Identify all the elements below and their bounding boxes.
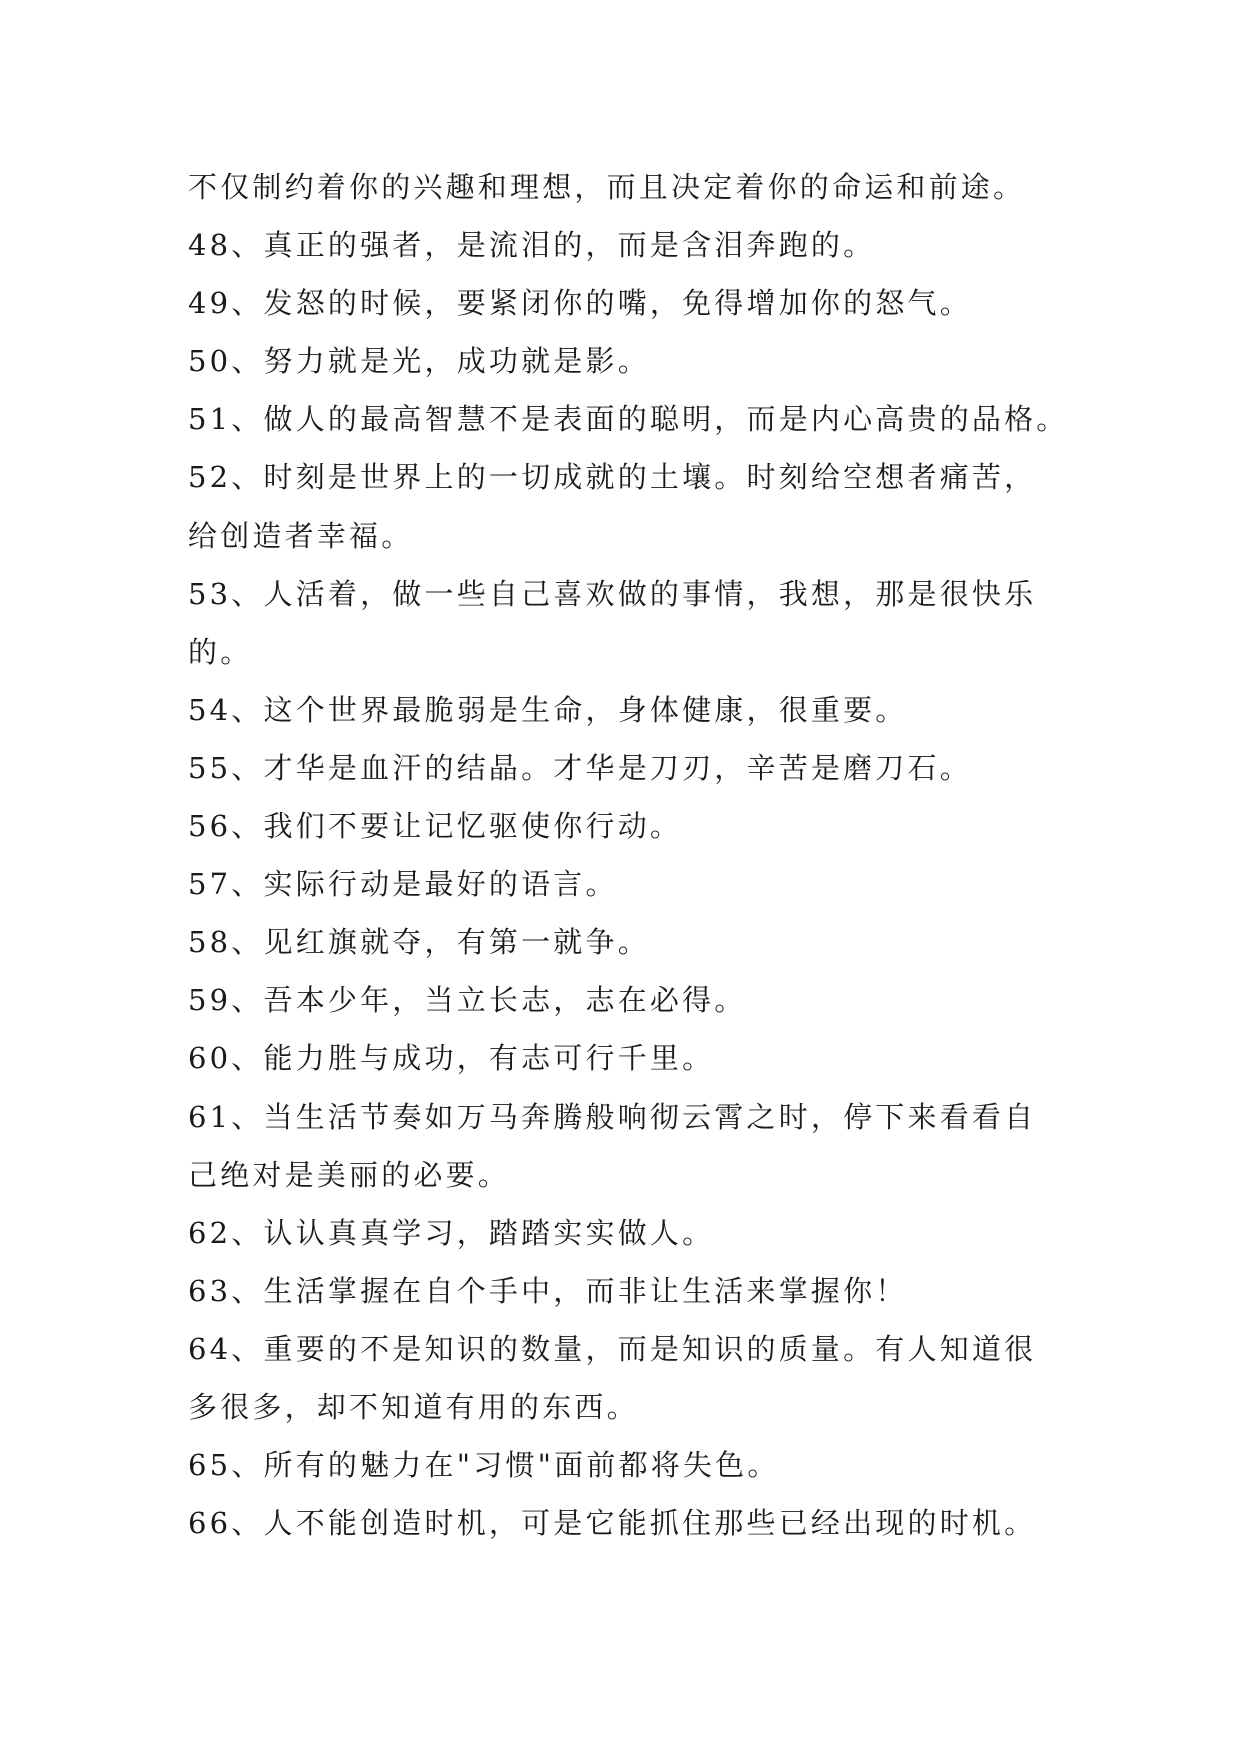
text-line: 64、重要的不是知识的数量，而是知识的质量。有人知道很 (188, 1331, 1037, 1366)
text-line: 57、实际行动是最好的语言。 (188, 867, 618, 902)
text-line: 59、吾本少年，当立长志，志在必得。 (188, 983, 747, 1018)
text-line: 的。 (188, 634, 253, 669)
text-line: 49、发怒的时候，要紧闭你的嘴，免得增加你的怒气。 (188, 286, 972, 321)
text-line: 55、才华是血汗的结晶。才华是刀刃，辛苦是磨刀石。 (188, 750, 972, 785)
document-body (188, 158, 1088, 1552)
text-line: 66、人不能创造时机，可是它能抓住那些已经出现的时机。 (188, 1506, 1037, 1541)
text-line: 54、这个世界最脆弱是生命，身体健康，很重要。 (188, 692, 908, 727)
text-line: 己绝对是美丽的必要。 (188, 1157, 511, 1192)
text-line: 52、时刻是世界上的一切成就的土壤。时刻给空想者痛苦， (188, 460, 1037, 495)
text-line: 48、真正的强者，是流泪的，而是含泪奔跑的。 (188, 228, 876, 263)
text-line: 51、做人的最高智慧不是表面的聪明，而是内心高贵的品格。 (188, 402, 1069, 437)
text-line: 给创造者幸福。 (188, 518, 414, 553)
text-line: 62、认认真真学习，踏踏实实做人。 (188, 1215, 715, 1250)
text-line: 50、努力就是光，成功就是影。 (188, 344, 650, 379)
text-line: 61、当生活节奏如万马奔腾般响彻云霄之时，停下来看看自 (188, 1099, 1037, 1134)
text-line: 不仅制约着你的兴趣和理想，而且决定着你的命运和前途。 (188, 170, 1026, 204)
text-line: 58、见红旗就夺，有第一就争。 (188, 925, 650, 960)
text-line: 56、我们不要让记忆驱使你行动。 (188, 809, 683, 844)
text-line: 63、生活掌握在自个手中，而非让生活来掌握你！ (188, 1273, 908, 1308)
text-line: 多很多，却不知道有用的东西。 (188, 1389, 639, 1424)
text-line: 53、人活着，做一些自己喜欢做的事情，我想，那是很快乐 (188, 576, 1037, 611)
text-line: 60、能力胜与成功，有志可行千里。 (188, 1041, 715, 1076)
text-line: 65、所有的魅力在"习惯"面前都将失色。 (188, 1448, 780, 1483)
